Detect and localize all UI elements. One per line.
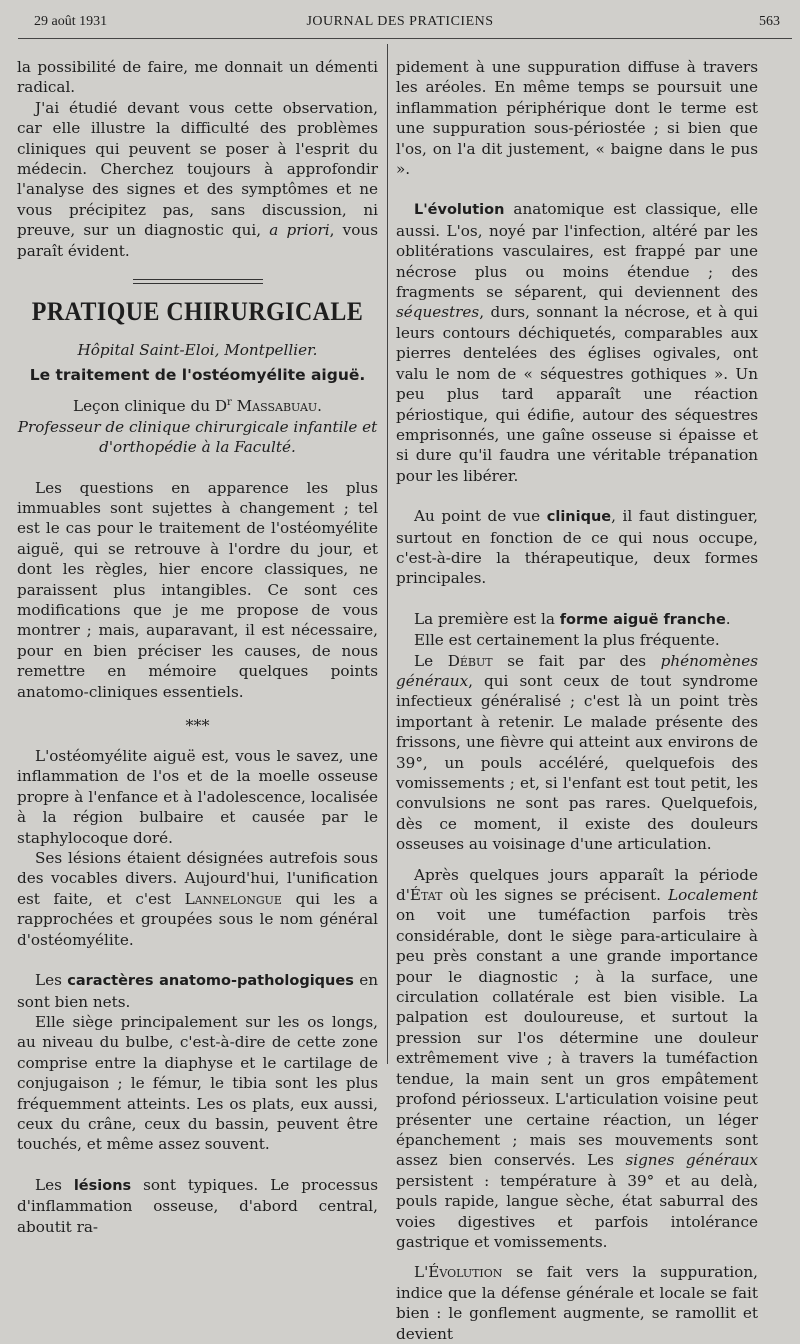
article-title: Le traitement de l'ostéomyélite aiguë. — [29, 365, 366, 384]
column-divider — [387, 44, 388, 1064]
right-column — [396, 57, 758, 1344]
double-rule — [133, 279, 263, 284]
section-separator-stars: *** — [185, 716, 210, 736]
issue-date: 29 août 1931 — [34, 14, 108, 29]
section-title: PRATIQUE CHIRURGICALE — [31, 297, 364, 327]
paragraph: L'ostéomyélite aiguë est, vous le savez, une inflammation de l'os et de la moelle osseuse propre à l'enfance et à l'adolescence, localisée à la région bulbaire et causée par le staphylocoque doré. — [17, 747, 378, 847]
paragraph: Les caractères anatomo-pathologiques en sont bien nets. — [17, 971, 378, 1011]
lesson-byline: Leçon clinique du $D^r$ Massabuau. — [72, 397, 322, 416]
paragraph: Après quelques jours apparaît la période d'État où les signes se précisent. Localement on voit une tuméfaction parfois très considérable, dont le siège para-articulaire à peu près constant a une grande importance pour le diagnostic ; à la surface, une circulation collatérale est bien visible. La palpation est douloureuse, et surtout la pression sur l'os détermine une douleur extrêmement vive ; à travers la tuméfaction tendue, la main sent un gros empâtement profond périosseux. L'articulation voisine peut présenter une certaine réaction, un léger épanchement ; mais ses mouvements sont assez bien conservés. Les signes généraux persistent : température à 39° et au delà, pouls rapide, langue sèche, état saburral des voies digestives et parfois intolérance gastrique et vomissements. — [396, 865, 758, 1251]
paragraph: Le Début se fait par des phénomènes généraux, qui sont ceux de tout syndrome infectieux généralisé ; c'est là un point très important à retenir. Le malade présente des frissons, une fièvre qui atteint aux environs de 39°, un pouls accéléré, quelquefois des vomissements ; et, si l'enfant est tout petit, les convulsions ne sont pas rares. Quelquefois, dès ce moment, il existe des douleurs osseuses au voisinage d'une articulation. — [396, 651, 758, 854]
paragraph: la possibilité de faire, me donnait un démenti radical. — [17, 58, 378, 97]
paragraph: L'évolution anatomique est classique, elle aussi. L'os, noyé par l'infection, altéré par les oblitérations vasculaires, est frappé par une nécrose plus ou moins étendue ; des fragments se séparent, qui deviennent des séquestres, durs, sonnant la nécrose, et à qui leurs contours déchiquetés, comparables aux pierres dentelées des églises ogivales, ont valu le nom de « séquestres gothiques ». Un peu plus tard apparaît une réaction périostique, qui édifie, autour des séquestres emprisonnés, une gaîne osseuse si épaisse et si dure qu'il faudra une véritable trépanation pour les libérer. — [396, 200, 758, 485]
header-rule — [18, 38, 792, 39]
paragraph: J'ai étudié devant vous cette observation, car elle illustre la difficulté des problèmes cliniques qui peuvent se poser à l'esprit du médecin. Cherchez toujours à approfondir l'analyse des signes et des symptômes et ne vous précipitez pas, sans discussion, ni preuve, sur un diagnostic qui, a priori, vous paraît évident. — [17, 98, 378, 260]
professor-line: Professeur de clinique chirurgicale infantile et d'orthopédie à la Faculté. — [17, 417, 378, 457]
journal-title: JOURNAL DES PRATICIENS — [306, 14, 494, 29]
paragraph: Au point de vue clinique, il faut distinguer, surtout en fonction de ce qui nous occupe, c'est-à-dire la thérapeutique, deux formes principales. — [396, 507, 758, 588]
paragraph: Elle est certainement la plus fréquente. — [414, 631, 720, 650]
page-header — [0, 14, 800, 34]
page-number: 563 — [759, 14, 780, 29]
paragraph: L'Évolution se fait vers la suppuration, indice que la défense générale et locale se fait bien : le gonflement augmente, se ramollit et devient — [396, 1263, 758, 1343]
paragraph: Les lésions sont typiques. Le processus d'inflammation osseuse, d'abord central, aboutit ra- — [17, 1175, 378, 1236]
paragraph: Ses lésions étaient désignées autrefois sous des vocables divers. Aujourd'hui, l'unification est faite, et c'est Lannelongue qui les a rapprochées et groupées sous le nom général d'ostéomyélite. — [17, 849, 378, 949]
paragraph: pidement à une suppuration diffuse à travers les aréoles. En même temps se poursuit une inflammation périphérique dont le terme est une suppuration sous-périostée ; si bien que l'os, on l'a dit justement, « baigne dans le pus ». — [396, 58, 758, 179]
left-column — [17, 57, 378, 1237]
paragraph: Les questions en apparence les plus immuables sont sujettes à changement ; tel est le cas pour le traitement de l'ostéomyélite aiguë, qui se retrouve à l'ordre du jour, et dont les règles, hier encore classiques, ne paraissent plus intangibles. Ce sont ces modifications que je me propose de vous montrer ; mais, auparavant, il est nécessaire, pour en bien préciser les causes, de nous remettre en mémoire quelques points anatomo-cliniques essentiels. — [17, 478, 378, 701]
hospital-line: Hôpital Saint-Eloi, Montpellier. — [77, 341, 318, 360]
paragraph: Elle siège principalement sur les os longs, au niveau du bulbe, c'est-à-dire de cette zone comprise entre la diaphyse et le cartilage de conjugaison ; le fémur, le tibia sont les plus fréquemment atteints. Les os plats, eux aussi, ceux du crâne, ceux du bassin, peuvent être touchés, et même assez souvent. — [17, 1012, 378, 1154]
paragraph: La première est la forme aiguë franche. — [414, 609, 731, 628]
